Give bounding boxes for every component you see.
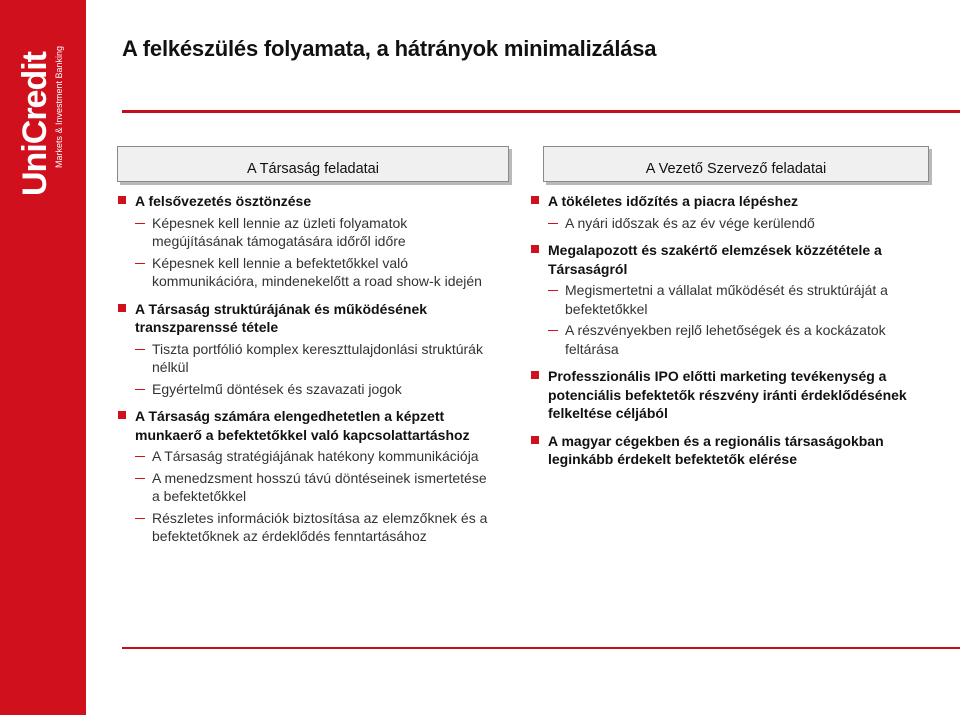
dash-bullet-icon — [135, 349, 145, 350]
square-bullet-icon — [531, 436, 539, 444]
sub-list — [548, 214, 936, 233]
right-column-header — [543, 146, 929, 182]
sub-item — [135, 509, 488, 546]
left-column-list — [118, 192, 488, 555]
dash-bullet-icon — [135, 389, 145, 390]
sub-item — [135, 447, 488, 466]
dash-bullet-icon — [135, 263, 145, 264]
item-title: A Társaság struktúrájának és működésének transzparenssé tétele — [135, 300, 428, 335]
sub-item — [135, 469, 488, 506]
list-item — [531, 192, 936, 232]
dash-bullet-icon — [548, 330, 558, 331]
sub-item — [135, 214, 488, 251]
dash-bullet-icon — [135, 223, 145, 224]
square-bullet-icon — [531, 371, 539, 379]
logo-text — [18, 36, 74, 196]
right-header-label: A Vezető Szervező feladatai — [645, 161, 827, 177]
sub-list — [135, 340, 488, 399]
item-title: A Társaság számára elengedhetetlen a képzett munkaerő a befektetőkkel való kapcsolattartáshoz — [135, 408, 470, 443]
square-bullet-icon — [118, 304, 126, 312]
dash-bullet-icon — [135, 456, 145, 457]
page-title: A felkészülés folyamata, a hátrányok minimalizálása — [122, 36, 657, 61]
sub-item-text: Tiszta portfólió komplex kereszttulajdonlási struktúrák nélkül — [152, 340, 483, 375]
square-bullet-icon — [531, 196, 539, 204]
sub-item-text: Képesnek kell lennie a befektetőkkel való kommunikációra, mindenekelőtt a road show-k idején — [152, 254, 482, 289]
sub-item — [135, 340, 488, 377]
square-bullet-icon — [118, 196, 126, 204]
sub-list — [135, 214, 488, 291]
sub-item — [548, 321, 936, 358]
item-title: Megalapozott és szakértő elemzések közzététele a Társaságról — [548, 242, 882, 277]
sub-list — [135, 447, 488, 546]
item-title: Professzionális IPO előtti marketing tevékenység a potenciális befektetők részvény iránti érdeklődésének felkeltése céljából — [548, 368, 907, 421]
list-item — [118, 300, 488, 399]
list-item — [531, 241, 936, 358]
sub-item-text: Részletes információk biztosítása az elemzőknek és a befektetőknek az érdeklődés fenntartásához — [152, 509, 488, 544]
square-bullet-icon — [118, 411, 126, 419]
sub-item — [548, 214, 936, 233]
sub-item — [135, 254, 488, 291]
dash-bullet-icon — [135, 518, 145, 519]
brand-sidebar — [0, 0, 86, 715]
dash-bullet-icon — [135, 478, 145, 479]
item-title: A felsővezetés ösztönzése — [135, 193, 312, 209]
brand-name: UniCredit — [16, 52, 54, 196]
item-title: A tökéletes időzítés a piacra lépéshez — [548, 193, 799, 209]
sub-item — [548, 281, 936, 318]
dash-bullet-icon — [548, 223, 558, 224]
brand-tagline: Markets & Investment Banking — [54, 45, 64, 168]
sub-item-text: Egyértelmű döntések és szavazati jogok — [152, 380, 402, 397]
list-item — [531, 432, 936, 469]
unicredit-logo — [18, 36, 74, 196]
right-column-list — [531, 192, 936, 478]
sub-item-text: A Társaság stratégiájának hatékony kommunikációja — [152, 448, 479, 464]
bottom-divider — [122, 647, 960, 649]
dash-bullet-icon — [548, 290, 558, 291]
sub-list — [548, 281, 936, 358]
sub-item-text: A részvényekben rejlő lehetőségek és a kockázatok feltárása — [565, 322, 886, 357]
sub-item-text: A menedzsment hosszú távú döntéseinek ismertetése a befektetőkkel — [152, 469, 487, 504]
square-bullet-icon — [531, 245, 539, 253]
list-item — [118, 192, 488, 291]
left-column-header — [117, 146, 509, 182]
sub-item-text: Képesnek kell lennie az üzleti folyamatok megújításának támogatására időről időre — [152, 214, 408, 249]
sub-item-text: Megismertetni a vállalat működését és struktúráját a befektetőkkel — [565, 282, 888, 317]
top-divider — [122, 110, 960, 113]
left-header-label: A Társaság feladatai — [247, 161, 379, 177]
sub-item — [135, 380, 488, 399]
list-item — [531, 367, 936, 423]
item-title: A magyar cégekben és a regionális társaságokban leginkább érdekelt befektetők elérése — [548, 432, 884, 467]
list-item — [118, 407, 488, 546]
sub-item-text: A nyári időszak és az év vége kerülendő — [565, 214, 815, 231]
